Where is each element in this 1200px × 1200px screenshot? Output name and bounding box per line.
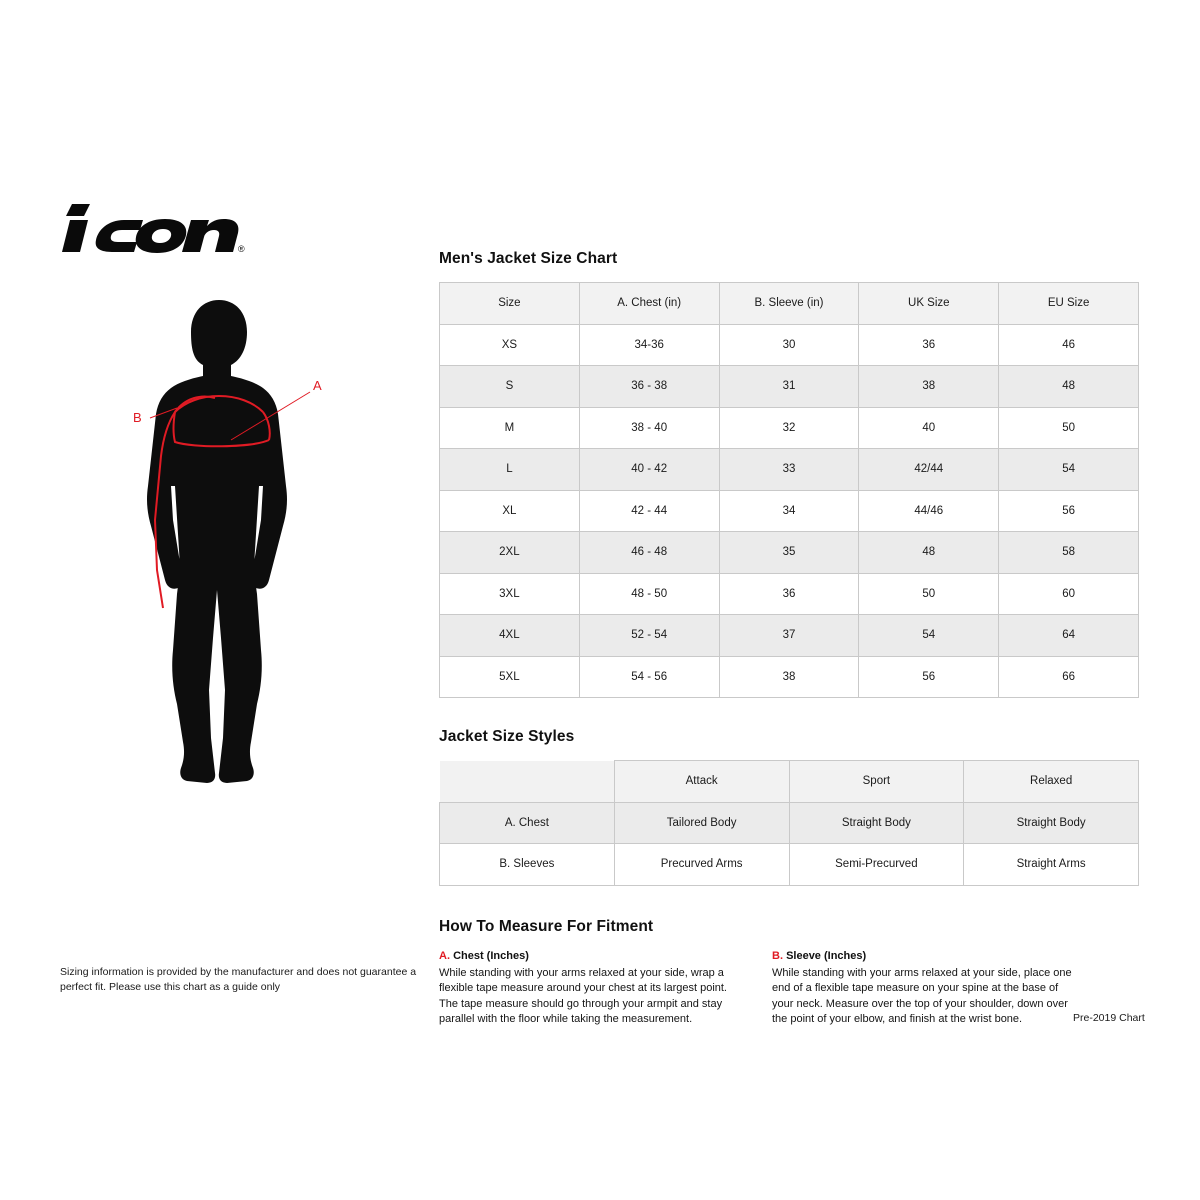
cell-chest: 42 - 44: [579, 490, 719, 532]
cell-chest: 36 - 38: [579, 366, 719, 408]
styles-row-label-sleeves: B. Sleeves: [440, 844, 615, 886]
how-to-measure-title: How To Measure For Fitment: [439, 917, 654, 935]
styles-corner-cell: [440, 761, 615, 803]
cell-eu: 56: [999, 490, 1139, 532]
right-column: [439, 250, 1139, 1028]
col-size: Size: [440, 283, 580, 325]
styles-col-sport: Sport: [789, 761, 964, 803]
col-eu-size: EU Size: [999, 283, 1139, 325]
cell-chest: 48 - 50: [579, 573, 719, 615]
cell-chest: 54 - 56: [579, 656, 719, 698]
how-to-measure-sleeve: [772, 950, 1077, 1028]
cell-eu: 48: [999, 366, 1139, 408]
styles-col-relaxed: Relaxed: [964, 761, 1139, 803]
cell-uk: 48: [859, 532, 999, 574]
cell-uk: 44/46: [859, 490, 999, 532]
cell-relaxed-chest: Straight Body: [964, 802, 1139, 844]
cell-size: 5XL: [440, 656, 580, 698]
cell-sport-sleeves: Semi-Precurved: [789, 844, 964, 886]
howto-heading-chest: Chest (Inches): [453, 949, 529, 962]
cell-size: 4XL: [440, 615, 580, 657]
cell-sleeve: 34: [719, 490, 859, 532]
cell-eu: 66: [999, 656, 1139, 698]
cell-uk: 54: [859, 615, 999, 657]
howto-letter-a: A.: [439, 949, 450, 962]
styles-row-label-chest: A. Chest: [440, 802, 615, 844]
cell-size: L: [440, 449, 580, 491]
table-row: [440, 532, 1139, 574]
cell-sleeve: 30: [719, 324, 859, 366]
cell-size: XL: [440, 490, 580, 532]
figure-label-b: B: [133, 410, 142, 425]
cell-eu: 54: [999, 449, 1139, 491]
cell-chest: 52 - 54: [579, 615, 719, 657]
cell-sleeve: 33: [719, 449, 859, 491]
icon-brand-logo: [60, 190, 250, 260]
cell-sleeve: 38: [719, 656, 859, 698]
cell-uk: 56: [859, 656, 999, 698]
cell-uk: 40: [859, 407, 999, 449]
table-row: [440, 366, 1139, 408]
table-row: [440, 802, 1139, 844]
col-chest: A. Chest (in): [579, 283, 719, 325]
cell-size: 3XL: [440, 573, 580, 615]
table-row: [440, 656, 1139, 698]
cell-eu: 50: [999, 407, 1139, 449]
table-row: [440, 449, 1139, 491]
styles-title: Jacket Size Styles: [439, 728, 575, 745]
howto-heading-sleeve: Sleeve (Inches): [786, 949, 867, 962]
cell-uk: 50: [859, 573, 999, 615]
table-row: [440, 615, 1139, 657]
cell-chest: 46 - 48: [579, 532, 719, 574]
mens-jacket-size-table: [439, 282, 1139, 698]
cell-chest: 38 - 40: [579, 407, 719, 449]
cell-size: S: [440, 366, 580, 408]
cell-size: XS: [440, 324, 580, 366]
disclaimer-text: Sizing information is provided by the manufacturer and does not guarantee a perfect fit. Please use this chart as a guide only: [60, 966, 417, 994]
cell-eu: 60: [999, 573, 1139, 615]
cell-chest: 34-36: [579, 324, 719, 366]
table-row: [440, 573, 1139, 615]
cell-uk: 36: [859, 324, 999, 366]
col-sleeve: B. Sleeve (in): [719, 283, 859, 325]
body-silhouette-shape: [147, 300, 287, 783]
table-row: [440, 844, 1139, 886]
cell-sport-chest: Straight Body: [789, 802, 964, 844]
cell-size: 2XL: [440, 532, 580, 574]
howto-body-chest: While standing with your arms relaxed at your side, wrap a flexible tape measure around your chest at its largest point. The tape measure should go through your armpit and stay parallel with the floor while taking the measurement.: [439, 966, 727, 1026]
styles-header-row: [440, 761, 1139, 803]
table-row: [440, 324, 1139, 366]
how-to-measure-chest: [439, 950, 744, 1028]
cell-sleeve: 36: [719, 573, 859, 615]
cell-size: M: [440, 407, 580, 449]
figure-label-a: A: [313, 378, 322, 393]
cell-uk: 42/44: [859, 449, 999, 491]
cell-eu: 64: [999, 615, 1139, 657]
cell-uk: 38: [859, 366, 999, 408]
cell-attack-sleeves: Precurved Arms: [614, 844, 789, 886]
styles-col-attack: Attack: [614, 761, 789, 803]
registered-mark-text: ®: [238, 244, 245, 254]
table-row: [440, 490, 1139, 532]
table-row: [440, 407, 1139, 449]
cell-eu: 46: [999, 324, 1139, 366]
col-uk-size: UK Size: [859, 283, 999, 325]
table-header-row: [440, 283, 1139, 325]
cell-relaxed-sleeves: Straight Arms: [964, 844, 1139, 886]
cell-sleeve: 32: [719, 407, 859, 449]
cell-sleeve: 37: [719, 615, 859, 657]
left-column: [55, 190, 425, 790]
cell-sleeve: 31: [719, 366, 859, 408]
howto-body-sleeve: While standing with your arms relaxed at your side, place one end of a flexible tape measure on your spine at the base of your neck. Measure over the top of your shoulder, down over the point of your elbow, and finish at the wrist bone.: [772, 966, 1072, 1026]
size-chart-title: Men's Jacket Size Chart: [439, 250, 618, 267]
how-to-measure-section: [439, 918, 1139, 1028]
cell-chest: 40 - 42: [579, 449, 719, 491]
cell-sleeve: 35: [719, 532, 859, 574]
howto-letter-b: B.: [772, 949, 783, 962]
cell-attack-chest: Tailored Body: [614, 802, 789, 844]
cell-eu: 58: [999, 532, 1139, 574]
measurement-figure: [55, 290, 425, 790]
chart-version-footnote: Pre-2019 Chart: [1073, 1012, 1145, 1024]
jacket-size-styles-table: [439, 760, 1139, 886]
jacket-size-styles-section: [439, 728, 1139, 886]
